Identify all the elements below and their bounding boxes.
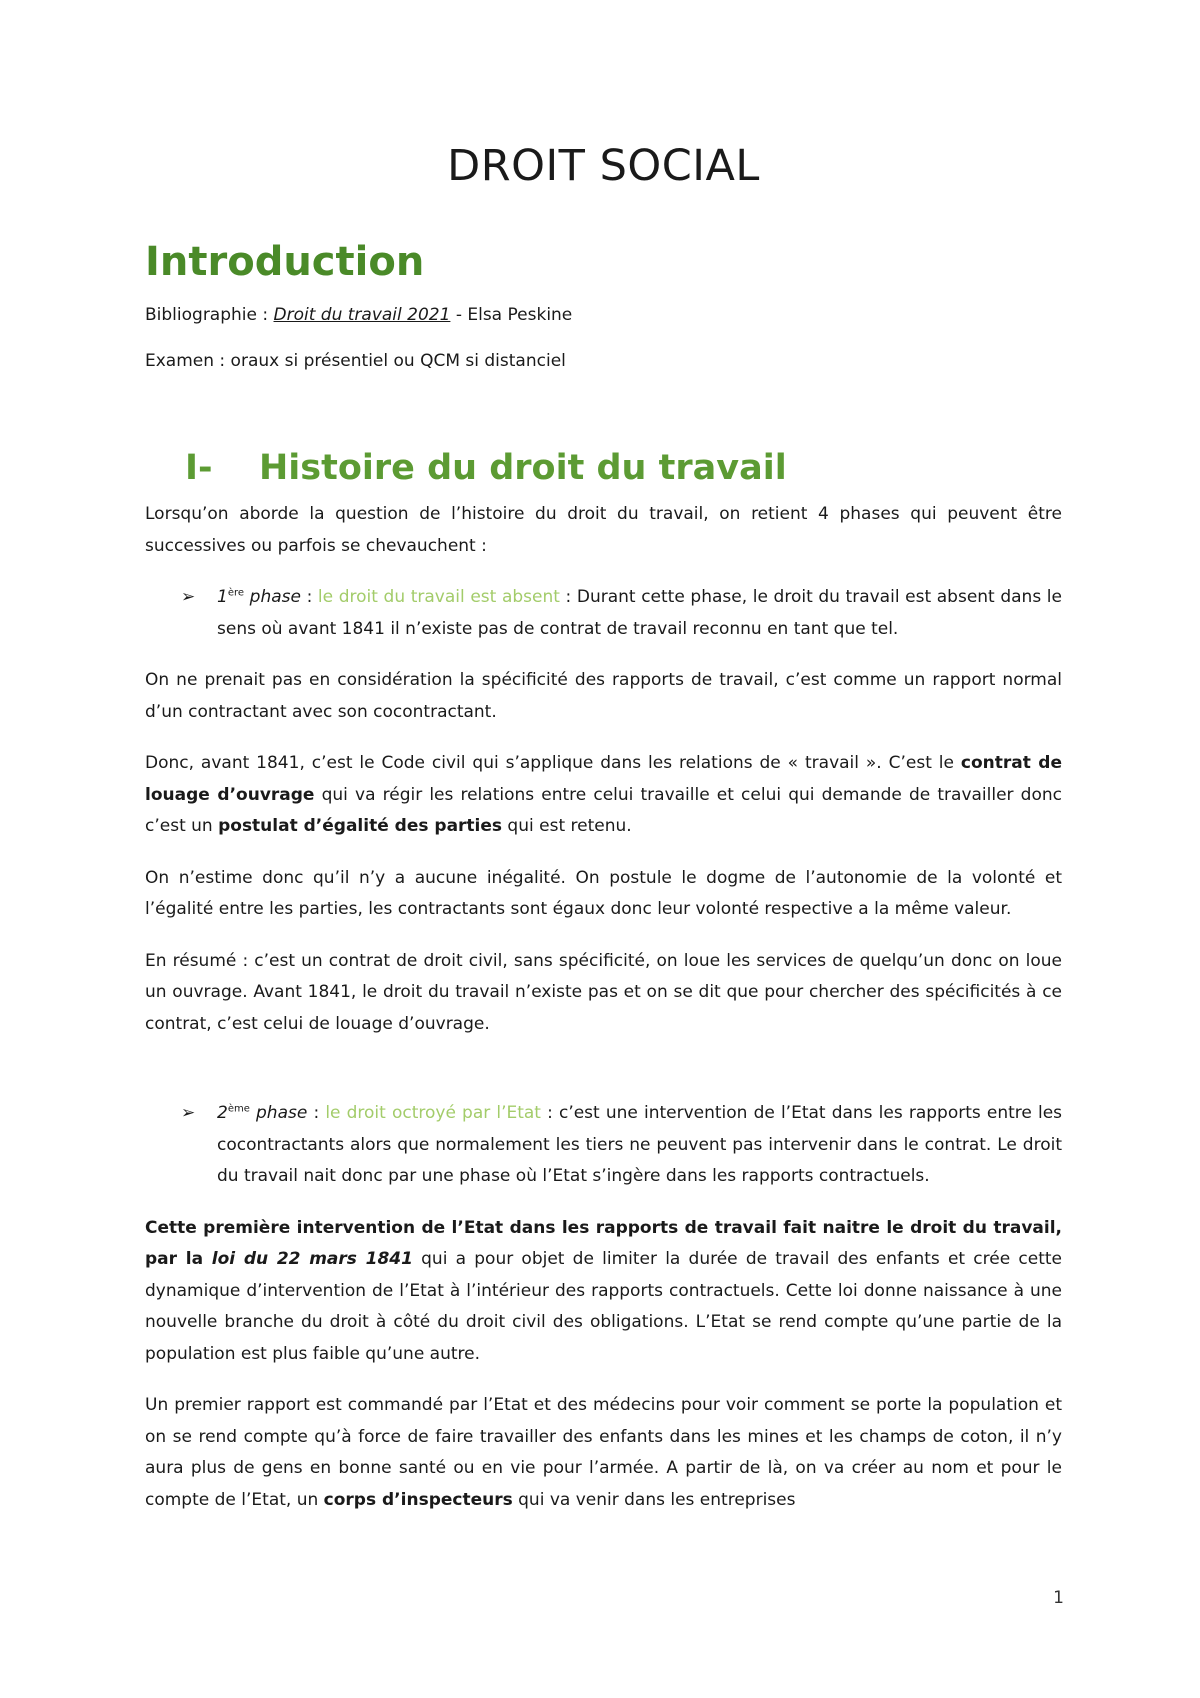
- phase-2-title: le droit octroyé par l’Etat: [325, 1103, 541, 1123]
- exam-line: Examen : oraux si présentiel ou QCM si distanciel: [145, 350, 566, 371]
- section-number: I-: [185, 448, 213, 488]
- bibliography-book: Droit du travail 2021: [273, 305, 451, 325]
- bibliography-author: - Elsa Peskine: [450, 305, 573, 325]
- paragraph-6-b: corps d’inspecteurs: [323, 1489, 513, 1510]
- introduction-heading: Introduction: [145, 239, 425, 285]
- paragraph-4: En résumé : c’est un contrat de droit civil, sans spécificité, on loue les services de quelqu’un donc on loue un ouvrage. Avant 1841, le droit du travail n’existe pas et on se dit que pour chercher des spécificités à ce contrat, c’est celui de louage d’ouvrage.: [145, 950, 1062, 1034]
- phase-1-sup: ère: [227, 587, 245, 599]
- phase-1-title: le droit du travail est absent: [317, 587, 560, 607]
- paragraph-5-b: loi du 22 mars 1841: [211, 1249, 413, 1269]
- paragraph-2-a: Donc, avant 1841, c’est le Code civil qui s’applique dans les relations de « travail ». C’est le: [145, 753, 961, 773]
- page-number: 1: [1053, 1588, 1064, 1608]
- paragraph-2-d: postulat d’égalité des parties: [218, 816, 503, 836]
- phase-2-text: [217, 1098, 1062, 1193]
- phase-1-num: 1: [217, 587, 228, 607]
- phase-2-sep: :: [307, 1103, 326, 1123]
- phase-2-sup: ème: [227, 1103, 250, 1115]
- paragraph-2: [145, 748, 1062, 843]
- paragraph-5-a: Cette première intervention de l’Etat dans les rapports de travail fait naitre le droit du travail, par la: [145, 1217, 1062, 1269]
- phase-1-text: [217, 582, 1062, 645]
- paragraph-2-c: qui va régir les relations entre celui travaille et celui qui demande de travailler donc c’est un: [145, 784, 1062, 836]
- phase-1-label: phase: [244, 587, 301, 607]
- section-heading-1: [185, 447, 1062, 489]
- arrow-bullet-icon: ➢: [181, 1103, 196, 1123]
- bibliography-line: [145, 300, 1062, 332]
- paragraph-5: [145, 1213, 1062, 1371]
- document-title: DROIT SOCIAL: [447, 141, 760, 191]
- arrow-bullet-icon: ➢: [181, 587, 196, 607]
- bibliography-label: Bibliographie :: [145, 305, 274, 325]
- paragraph-6-a: Un premier rapport est commandé par l’Etat et des médecins pour voir comment se porte la population et on se rend compte qu’à force de faire travailler des enfants dans les mines et les champs de coton, il n’y aura plus de gens en bonne santé ou en vie pour l’armée. A partir de là, on va créer au nom et pour le compte de l’Etat, un: [145, 1395, 1062, 1510]
- phase-2-bullet: [145, 1098, 1062, 1193]
- paragraph-2-b: contrat de louage d’ouvrage: [145, 753, 1062, 805]
- page-content: [145, 140, 1062, 1536]
- paragraph-6: [145, 1390, 1062, 1516]
- phase-1-sep: :: [300, 587, 318, 607]
- section-intro: Lorsqu’on aborde la question de l’histoire du droit du travail, on retient 4 phases qui peuvent être successives ou parfois se chevauchent :: [145, 504, 1062, 556]
- phase-2-num: 2: [217, 1103, 228, 1123]
- paragraph-1: On ne prenait pas en considération la spécificité des rapports de travail, c’est comme un rapport normal d’un contractant avec son cocontractant.: [145, 670, 1062, 722]
- spacer: [145, 1060, 1062, 1098]
- paragraph-5-c: qui a pour objet de limiter la durée de travail des enfants et crée cette dynamique d’intervention de l’Etat à l’intérieur des rapports contractuels. Cette loi donne naissance à une nouvelle branche du droit à côté du droit civil des obligations. L’Etat se rend compte qu’une partie de la population est plus faible qu’une autre.: [145, 1249, 1062, 1364]
- phase-1-bullet: [145, 582, 1062, 645]
- phase-2-label: phase: [249, 1103, 308, 1123]
- phase-2-body: : c’est une intervention de l’Etat dans les rapports entre les cocontractants alors que normalement les tiers ne peuvent pas intervenir dans le contrat. Le droit du travail nait donc par une phase où l’Etat s’ingère dans les rapports contractuels.: [217, 1103, 1063, 1186]
- paragraph-3: On n’estime donc qu’il n’y a aucune inégalité. On postule le dogme de l’autonomie de la volonté et l’égalité entre les parties, les contractants sont égaux donc leur volonté respective a la même valeur.: [145, 867, 1062, 919]
- section-title: Histoire du droit du travail: [259, 448, 787, 488]
- phase-1-body: : Durant cette phase, le droit du travail est absent dans le sens où avant 1841 il n’existe pas de contrat de travail reconnu en tant que tel.: [217, 587, 1062, 639]
- paragraph-6-c: qui va venir dans les entreprises: [512, 1489, 796, 1510]
- paragraph-2-e: qui est retenu.: [502, 816, 632, 836]
